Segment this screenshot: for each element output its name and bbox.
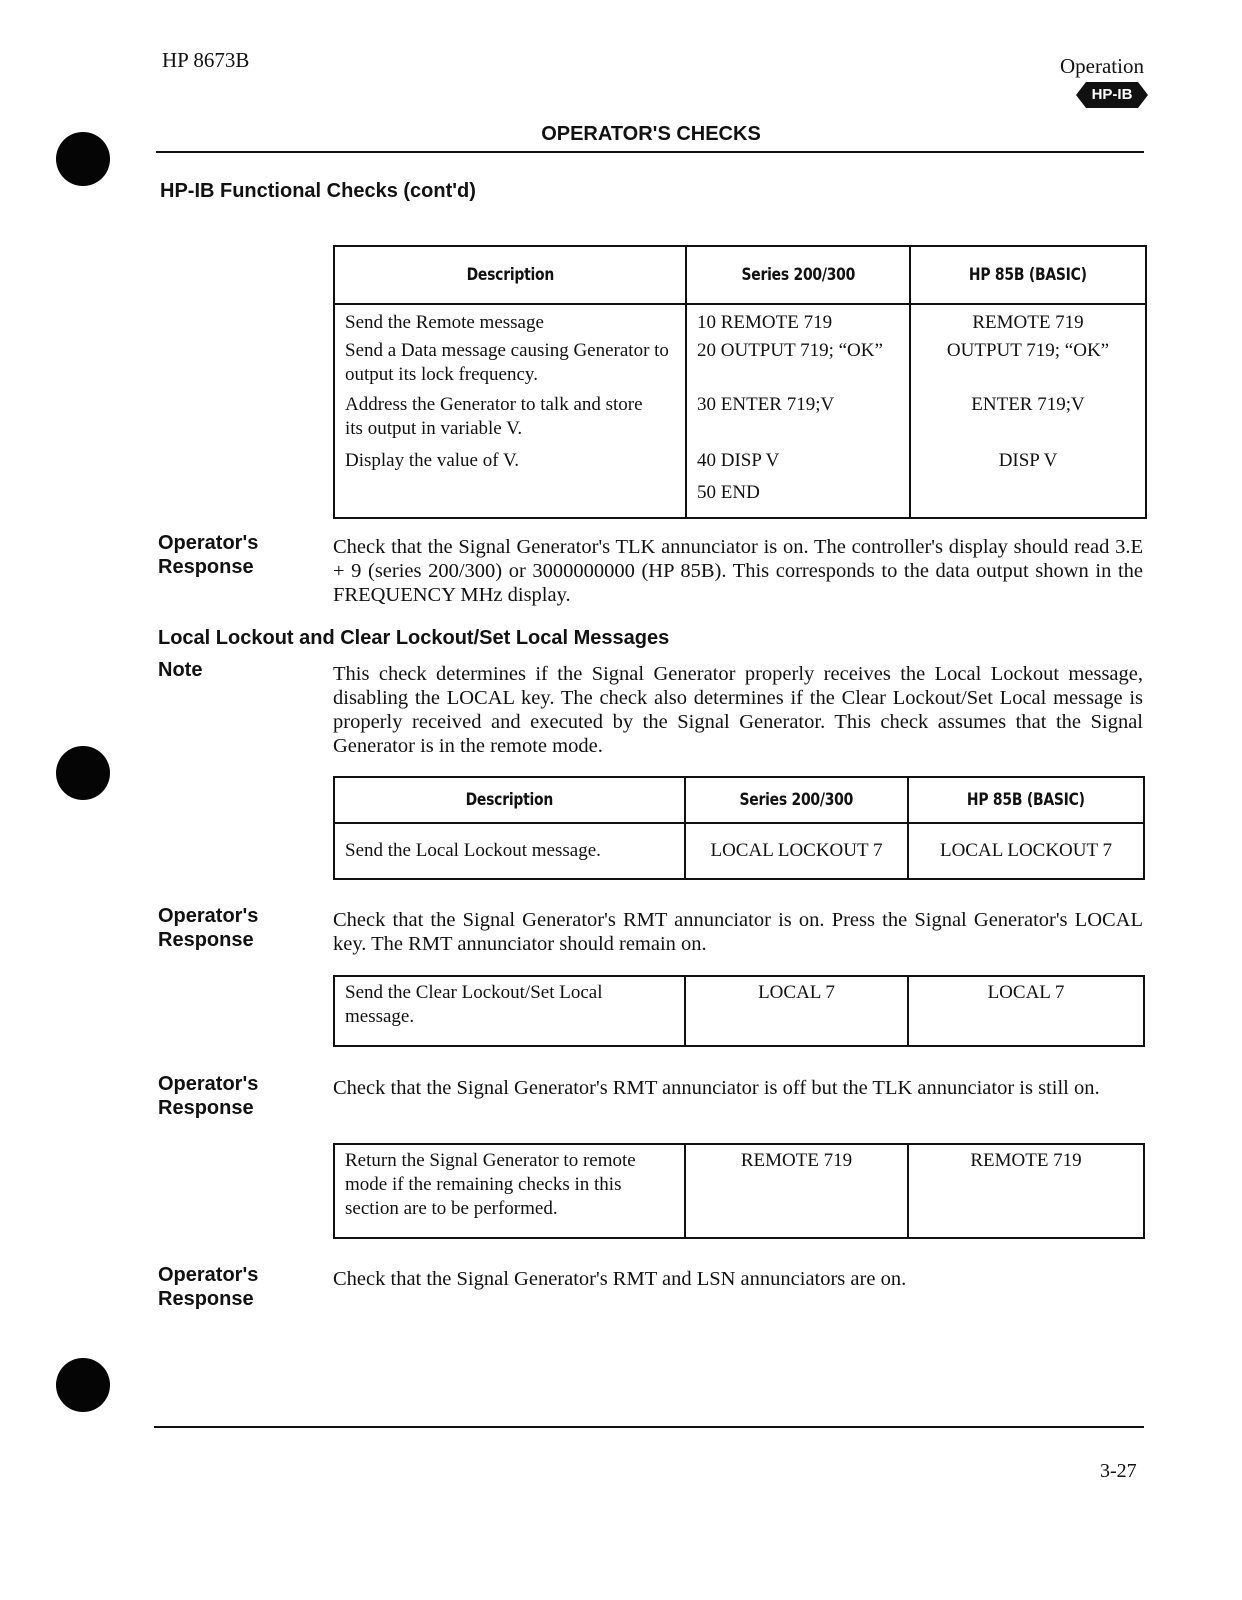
row-description: Send the Clear Lockout/Set Local message. — [345, 982, 603, 1027]
operator-response-text: Check that the Signal Generator's RMT and LSN annunciators are on. — [333, 1268, 907, 1290]
hp85b-command: REMOTE 719 — [972, 312, 1084, 333]
column-header-hp85b: HP 85B (BASIC) — [910, 246, 1146, 304]
operator-response-label: Operator's Response — [158, 532, 259, 578]
section-heading-local-lockout: Local Lockout and Clear Lockout/Set Local Messages — [158, 627, 670, 649]
hp85b-command: ENTER 719;V — [971, 394, 1085, 415]
operator-response-text: Check that the Signal Generator's RMT annunciator is on. Press the Signal Generator's LOCAL key. The RMT annunciator should remain on. — [333, 909, 1143, 955]
row-description: Send a Data message causing Generator to output its lock frequency. — [345, 340, 669, 385]
title-rule — [156, 151, 1144, 153]
series-command: 40 DISP V — [697, 450, 780, 471]
table-row — [334, 1144, 1144, 1238]
operator-response-text: Check that the Signal Generator's RMT annunciator is off but the TLK annunciator is still on. — [333, 1077, 1100, 1099]
table-return-remote — [333, 1143, 1145, 1239]
hpib-badge — [1076, 82, 1148, 108]
badge-label: HP-IB — [1091, 86, 1133, 103]
punch-hole-top — [56, 132, 110, 186]
row-description: Send the Local Lockout message. — [345, 840, 601, 861]
operator-response-label: Operator's Response — [158, 905, 259, 951]
column-header-description: Description — [334, 246, 686, 304]
series-command: LOCAL LOCKOUT 7 — [710, 840, 883, 861]
table-clear-lockout — [333, 975, 1145, 1047]
series-command: LOCAL 7 — [758, 982, 835, 1003]
row-description: Display the value of V. — [345, 450, 519, 471]
document-model: HP 8673B — [162, 48, 250, 72]
table-row — [334, 304, 1146, 518]
section-subtitle: HP-IB Functional Checks (cont'd) — [160, 180, 476, 202]
footer-rule — [154, 1426, 1144, 1428]
series-command: 20 OUTPUT 719; “OK” — [697, 340, 883, 361]
hp85b-command: DISP V — [998, 450, 1058, 471]
column-header-description: Description — [334, 777, 685, 823]
row-description: Return the Signal Generator to remote mode if the remaining checks in this section are to be performed. — [345, 1150, 636, 1219]
hp85b-command: LOCAL 7 — [987, 982, 1065, 1003]
operator-response-label: Operator's Response — [158, 1264, 259, 1310]
series-command: 50 END — [697, 482, 760, 503]
hp85b-command: OUTPUT 719; “OK” — [946, 340, 1110, 361]
table-local-lockout — [333, 776, 1145, 880]
column-header-series: Series 200/300 — [685, 777, 908, 823]
punch-hole-bottom — [56, 1358, 110, 1412]
note-text: This check determines if the Signal Generator properly receives the Local Lockout message, disabling the LOCAL key. The check also determines if the Clear Lockout/Set Local message is properly received and executed by the Signal Generator. This check assumes that the Signal Generator is in the remote mode. — [333, 663, 1143, 757]
series-command: REMOTE 719 — [740, 1150, 853, 1171]
column-header-series: Series 200/300 — [686, 246, 910, 304]
row-description: Send the Remote message — [345, 312, 544, 333]
note-label: Note — [158, 659, 203, 681]
hp85b-command: REMOTE 719 — [970, 1150, 1082, 1171]
row-description: Address the Generator to talk and store its output in variable V. — [345, 394, 643, 439]
hp85b-command: LOCAL LOCKOUT 7 — [939, 840, 1113, 861]
table-row — [334, 976, 1144, 1046]
series-command: 10 REMOTE 719 — [697, 312, 833, 333]
table-row — [334, 823, 1144, 879]
page-number: 3-27 — [1100, 1460, 1137, 1482]
section-name: Operation — [1060, 54, 1144, 78]
operator-response-text: Check that the Signal Generator's TLK annunciator is on. The controller's display should read 3.E + 9 (series 200/300) or 3000000000 (HP 85B). This corresponds to the data output shown in the FREQUENCY MHz display. — [333, 536, 1143, 606]
punch-hole-middle — [56, 746, 110, 800]
column-header-hp85b: HP 85B (BASIC) — [908, 777, 1144, 823]
table-hpib-commands — [333, 245, 1147, 519]
series-command: 30 ENTER 719;V — [697, 394, 835, 415]
operator-response-label: Operator's Response — [158, 1073, 259, 1119]
page-title: OPERATOR'S CHECKS — [541, 123, 761, 145]
